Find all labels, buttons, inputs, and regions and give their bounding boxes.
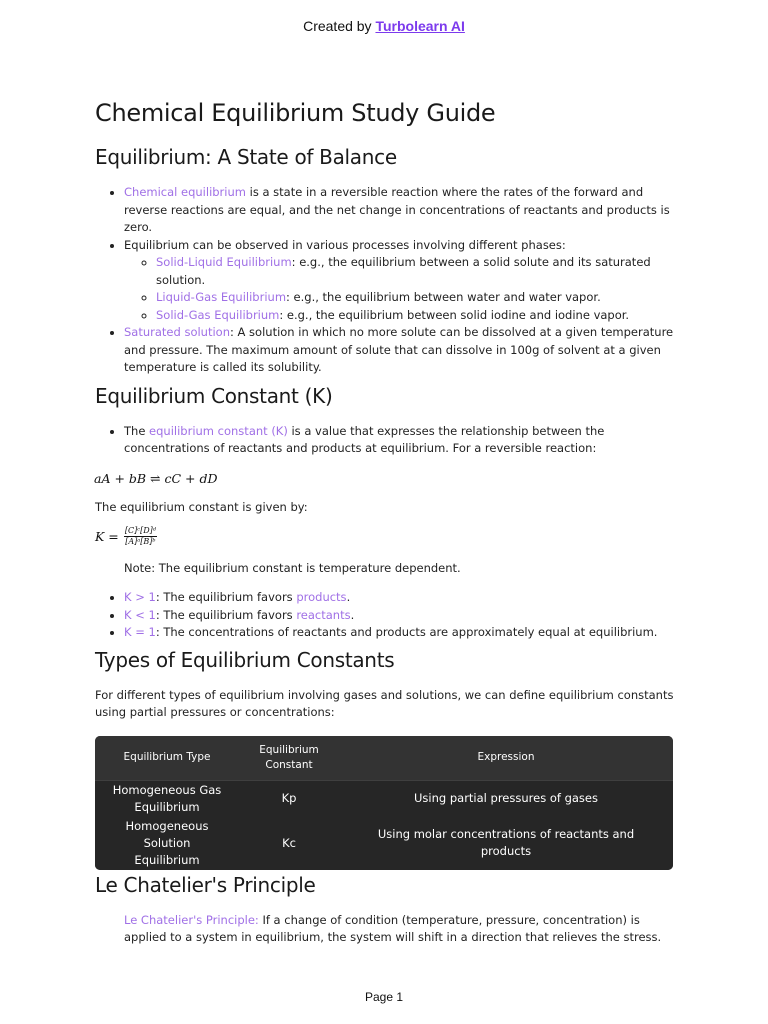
table-header: Equilibrium Constant: [239, 736, 339, 781]
phase-sublist: [124, 254, 675, 324]
reaction-equation: aA + bB ⇌ cC + dD: [94, 470, 218, 486]
list-item: • The equilibrium constant (K) is a value that expresses the relationship between the concentrations of reactants and products at equilibrium. For a reversible reaction:: [124, 423, 675, 458]
table-cell: Homogeneous Solution Equilibrium: [95, 817, 239, 870]
section-heading-constant: Equilibrium Constant (K): [95, 383, 333, 408]
page-header: [0, 18, 768, 34]
le-chatelier-text: Le Chatelier's Principle: If a change of condition (temperature, pressure, concentration) is applied to a system in equilibrium, the system will shift in a direction that relieves the stress.: [124, 912, 662, 944]
table-header: Equilibrium Type: [95, 736, 239, 781]
balance-list: [95, 184, 675, 377]
list-item: • Saturated solution: A solution in which no more solute can be dissolved at a given temperature and pressure. The maximum amount of solute that can dissolve in 100g of solvent at a given temperature is called its solubility.: [124, 324, 675, 377]
temperature-note: Note: The equilibrium constant is temperature dependent.: [124, 560, 461, 575]
list-item: • Chemical equilibrium is a state in a reversible reaction where the rates of the forward and reverse reactions are equal, and the net change in concentrations of reactants and products is zero.: [124, 184, 675, 237]
k-numerator: [C]ᶜ[D]ᵈ: [124, 525, 156, 535]
list-item: • K < 1: The equilibrium favors reactants.: [124, 607, 675, 625]
given-by-text: The equilibrium constant is given by:: [95, 500, 308, 514]
document-body: [95, 94, 675, 947]
section-heading-types: Types of Equilibrium Constants: [95, 647, 395, 672]
k-values-list: [95, 589, 675, 642]
table-cell: Kc: [239, 817, 339, 870]
table-cell: Homogeneous Gas Equilibrium: [95, 781, 239, 817]
equilibrium-table: [95, 736, 673, 870]
table-header: Expression: [339, 736, 673, 781]
highlight-term: Solid-Gas Equilibrium: [156, 307, 280, 322]
k-expression: [95, 526, 675, 556]
highlight-term: Le Chatelier's Principle:: [124, 912, 259, 927]
constant-list: [95, 423, 675, 458]
highlight-term: equilibrium constant (K): [149, 423, 288, 438]
highlight-term: Solid-Liquid Equilibrium: [156, 255, 292, 269]
list-item: • K > 1: The equilibrium favors products.: [124, 589, 675, 607]
created-by-label: Created by: [303, 18, 376, 34]
table-cell: Kp: [239, 781, 339, 817]
page-title: Chemical Equilibrium Study Guide: [95, 99, 496, 127]
k-fraction: [124, 526, 157, 547]
table-header-row: [95, 736, 673, 781]
table-cell: Using partial pressures of gases: [339, 781, 673, 817]
table-cell: Using molar concentrations of reactants and products: [339, 817, 673, 870]
k-denominator: [A]ᵃ[B]ᵇ: [125, 536, 156, 546]
table-row: [95, 817, 673, 870]
list-item: ◦ Liquid-Gas Equilibrium: e.g., the equilibrium between water and water vapor.: [156, 289, 675, 307]
highlight-term: Chemical equilibrium: [124, 185, 246, 199]
k-lhs: K =: [95, 528, 119, 544]
table-row: [95, 781, 673, 817]
list-item: ◦ Solid-Liquid Equilibrium: e.g., the equilibrium between a solid solute and its saturated solution.: [156, 254, 675, 289]
list-item: • Equilibrium can be observed in various processes involving different phases: ◦ Solid-Liquid Equilibrium: e.g., the equilibrium between a solid solute and its saturated solution. ◦ Liquid-Gas Equilibrium: e.g., the equilibrium between water and water vapor. ◦ Solid-Gas Equilibrium: e.g., the equilibrium between solid iodine and iodine vapor.: [124, 237, 675, 325]
highlight-term: Liquid-Gas Equilibrium: [156, 290, 287, 304]
highlight-term: K = 1: [124, 625, 156, 639]
page-number: Page 1: [364, 990, 404, 1004]
list-item: ◦ Solid-Gas Equilibrium: e.g., the equilibrium between solid iodine and iodine vapor.: [156, 307, 675, 325]
turbolearn-link[interactable]: Turbolearn AI: [375, 18, 465, 34]
list-item: • K = 1: The concentrations of reactants and products are approximately equal at equilibrium.: [124, 624, 675, 642]
types-intro: For different types of equilibrium involving gases and solutions, we can define equilibrium constants using partial pressures or concentrations:: [95, 687, 674, 719]
section-heading-le-chatelier: Le Chatelier's Principle: [95, 872, 316, 897]
highlight-term: K < 1: [124, 607, 156, 622]
highlight-term: Saturated solution: [124, 325, 230, 339]
section-heading-balance: Equilibrium: A State of Balance: [95, 145, 397, 169]
highlight-term: K > 1: [124, 590, 156, 604]
